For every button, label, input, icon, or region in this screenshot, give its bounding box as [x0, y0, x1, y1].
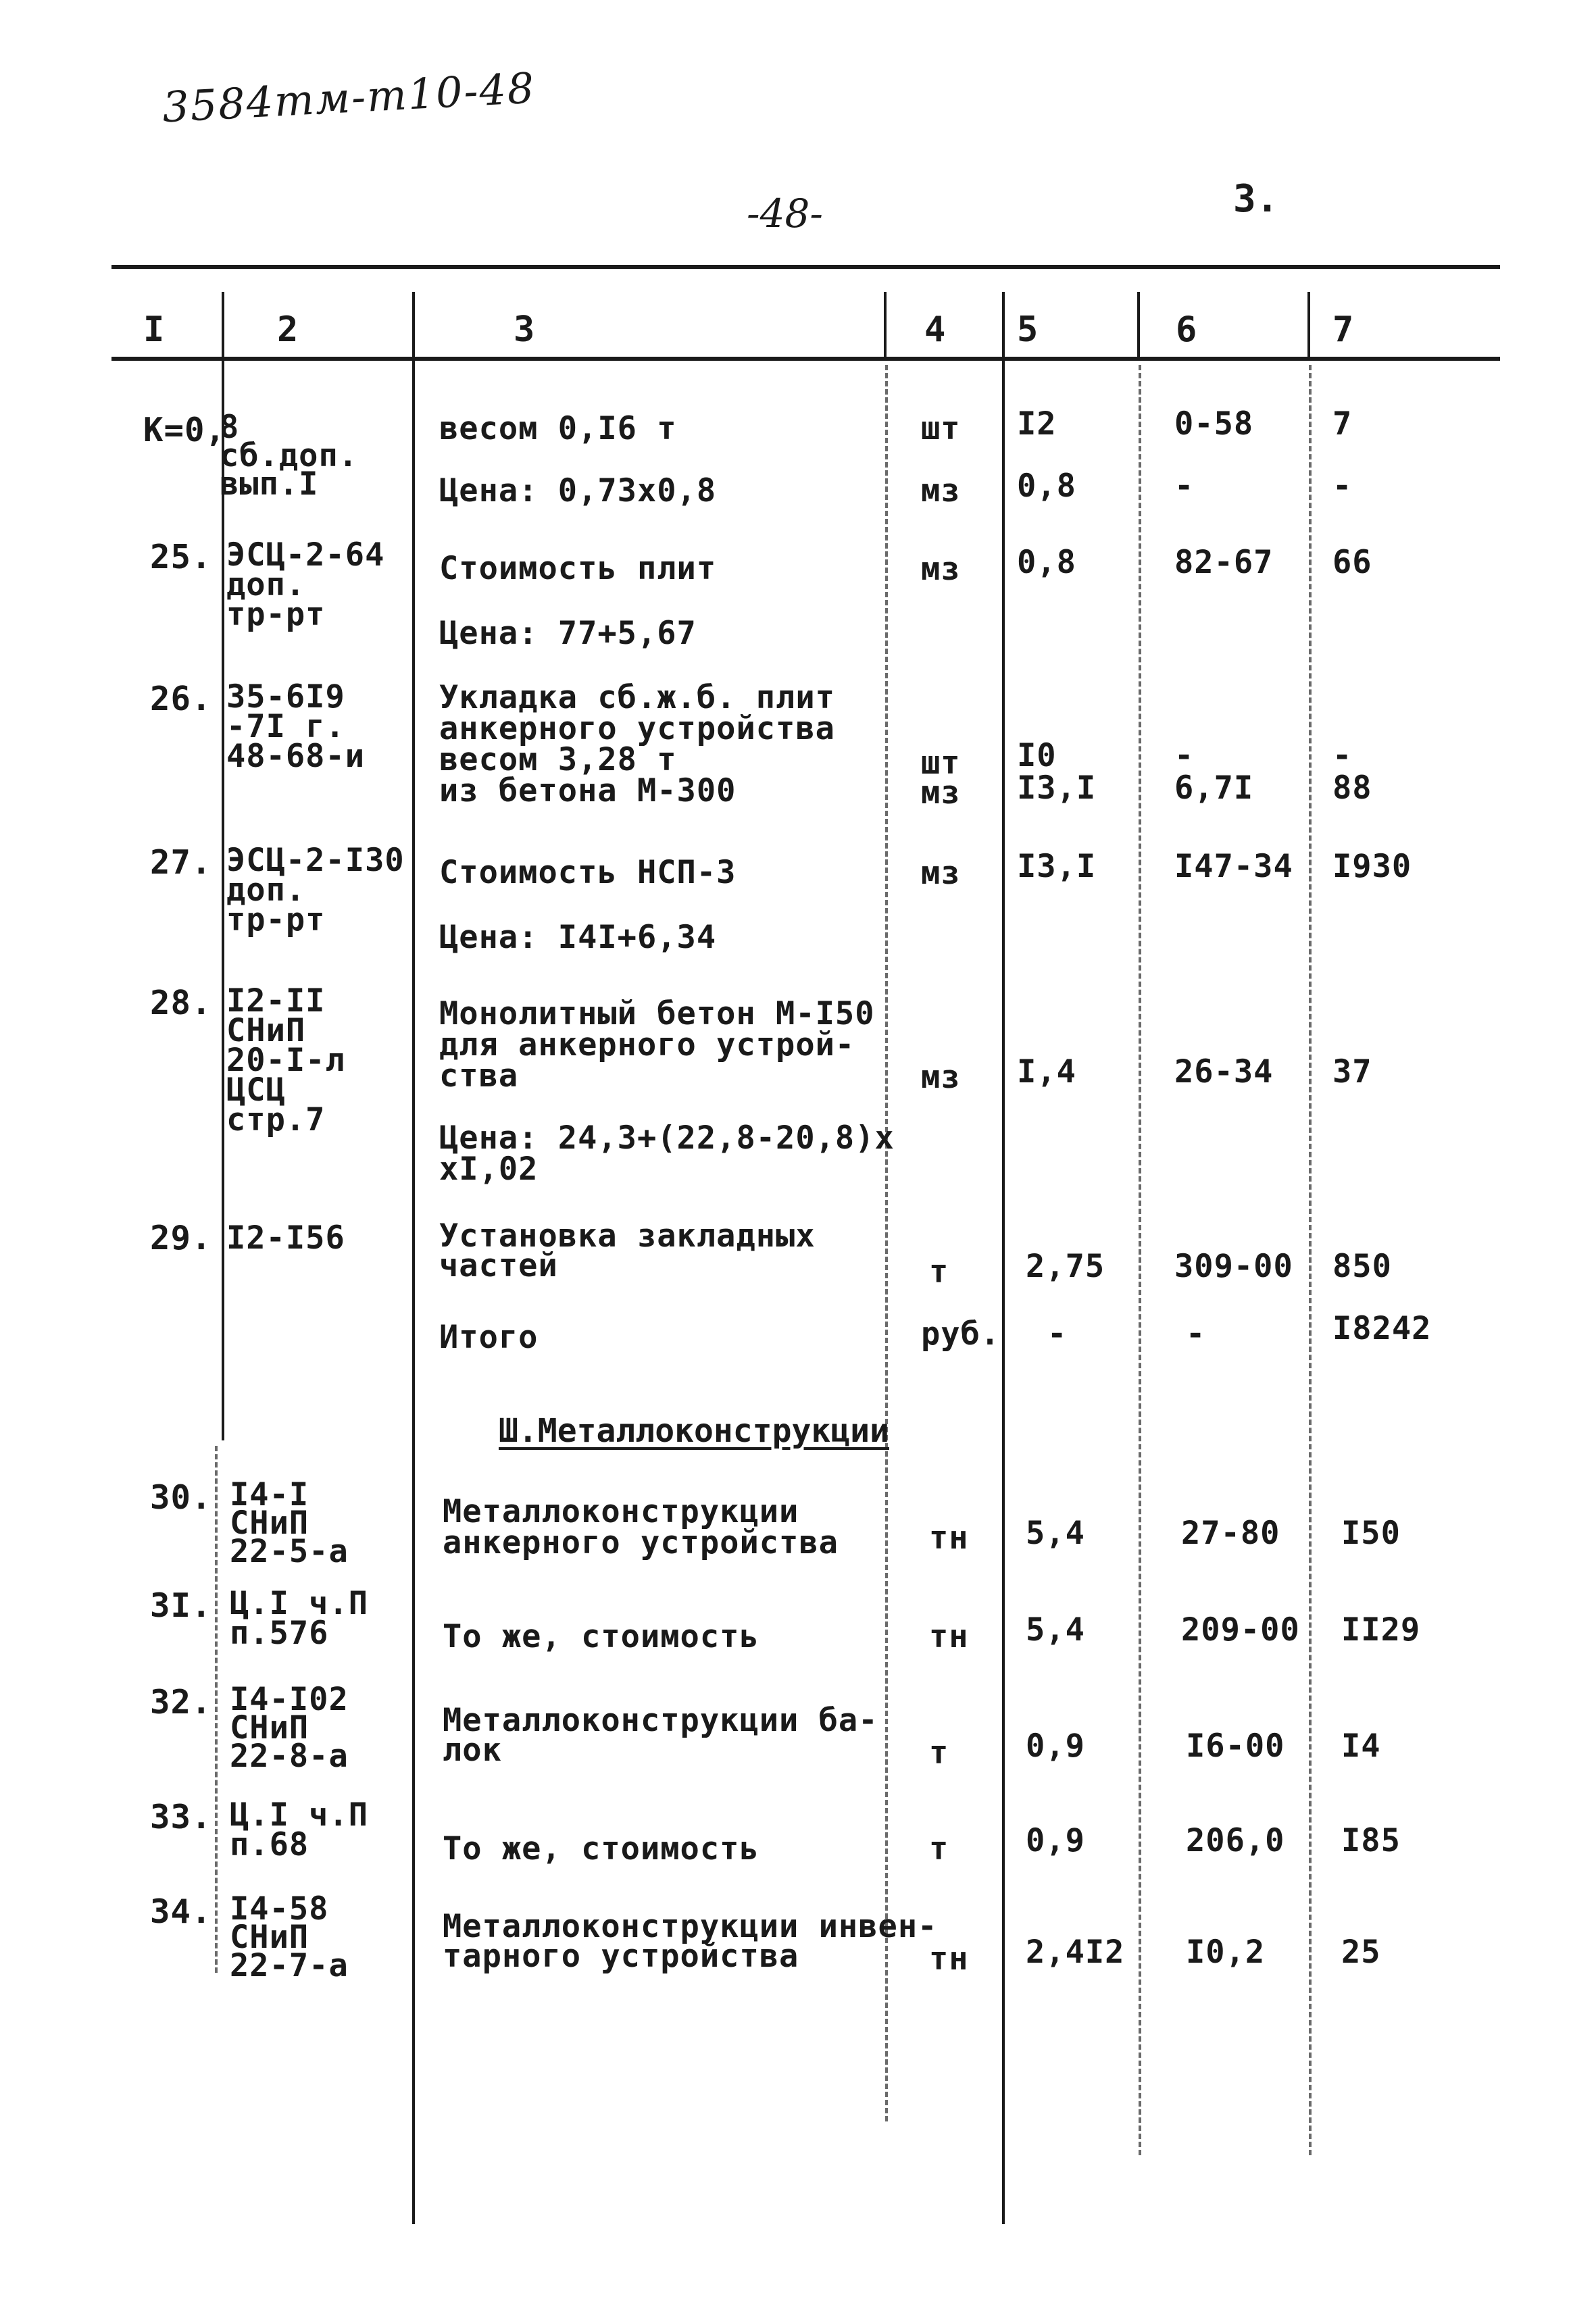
- header-col-5: 5: [1017, 309, 1039, 350]
- handwritten-reference: 3584тм-т10-48: [161, 63, 537, 132]
- total-col6: -: [1186, 1315, 1206, 1353]
- row-31-col6: 209-00: [1181, 1611, 1300, 1649]
- row-25-col6: 82-67: [1174, 544, 1274, 581]
- row-29-col7: 850: [1332, 1248, 1392, 1285]
- row-k-col1: К=0,: [143, 411, 226, 449]
- section-title: Ш.Металлоконструкции: [499, 1412, 889, 1450]
- row-34-col7: 25: [1341, 1934, 1381, 1971]
- row-25-col2: ЭСЦ-2-64 доп. тр-рт: [226, 536, 385, 633]
- row-30-col5: 5,4: [1026, 1515, 1085, 1552]
- row-31-col1: 3I.: [150, 1586, 212, 1625]
- header-col-1: I: [143, 309, 165, 350]
- header-col-3: 3: [514, 309, 535, 350]
- row-27-col2: ЭСЦ-2-I30 доп. тр-рт: [226, 842, 405, 938]
- row-32-col6: I6-00: [1186, 1728, 1285, 1765]
- row-33-col3: То же, стоимость: [443, 1830, 759, 1867]
- row-25-col4: мз: [921, 551, 961, 588]
- column-dash-5: [1139, 365, 1141, 2155]
- row-26-col2: 35-6I9 -7I г. 48-68-и: [226, 678, 366, 775]
- row-34-col3: Металлоконструкции инвен- тарного устройства: [443, 1908, 938, 1975]
- row-34-col1: 34.: [150, 1892, 212, 1931]
- row-k-col6: 0-58 -: [1174, 405, 1254, 505]
- column-divider-4: [1002, 292, 1005, 2224]
- row-32-col2: I4-I02 СНиП 22-8-а: [230, 1681, 349, 1775]
- row-32-col1: 32.: [150, 1683, 212, 1721]
- row-32-col7: I4: [1341, 1728, 1381, 1765]
- row-25-col5: 0,8: [1017, 544, 1076, 581]
- column-dash-1: [215, 1446, 218, 1973]
- row-33-col4: т: [929, 1830, 949, 1867]
- row-k-col3: весом 0,I6 т Цена: 0,73х0,8: [439, 410, 717, 509]
- header-col-7: 7: [1332, 309, 1354, 350]
- row-k-col5: I2 0,8: [1017, 405, 1076, 505]
- row-27-col6: I47-34: [1174, 848, 1293, 885]
- row-30-col6: 27-80: [1181, 1515, 1280, 1552]
- total-label: Итого: [439, 1319, 539, 1356]
- row-29-col5: 2,75: [1026, 1248, 1105, 1285]
- row-31-col7: II29: [1341, 1611, 1421, 1649]
- row-25-col1: 25.: [150, 538, 212, 576]
- row-28-col7: 37: [1332, 1053, 1372, 1090]
- row-k-col7: 7 -: [1332, 405, 1353, 505]
- row-28-col3: Монолитный бетон М-I50 для анкерного устрой- ства Цена: 24,3+(22,8-20,8)х хI,02: [439, 995, 895, 1188]
- row-30-col7: I50: [1341, 1515, 1401, 1552]
- row-29-col1: 29.: [150, 1219, 212, 1257]
- row-33-col7: I85: [1341, 1822, 1401, 1859]
- row-32-col4: т: [929, 1734, 949, 1771]
- total-unit: руб.: [921, 1315, 1001, 1353]
- row-33-col5: 0,9: [1026, 1822, 1085, 1859]
- row-32-col5: 0,9: [1026, 1728, 1085, 1765]
- row-28-col6: 26-34: [1174, 1053, 1274, 1090]
- row-29-col4: т: [929, 1253, 949, 1290]
- total-col5: -: [1047, 1315, 1068, 1353]
- row-26-col7: - 88: [1332, 737, 1372, 807]
- row-31-col3: То же, стоимость: [443, 1618, 759, 1655]
- row-27-col5: I3,I: [1017, 848, 1097, 885]
- row-30-col1: 30.: [150, 1478, 212, 1517]
- row-k-col4: шт мз: [921, 410, 961, 509]
- header-col-6: 6: [1176, 309, 1197, 350]
- row-25-col3: Стоимость плит Цена: 77+5,67: [439, 550, 717, 652]
- row-30-col3: Металлоконструкции анкерного устройства: [443, 1493, 839, 1561]
- row-27-col4: мз: [921, 855, 961, 892]
- row-28-col2: I2-II СНиП 20-I-л ЦСЦ стр.7: [226, 982, 345, 1138]
- row-k-col2: 8 сб.доп. вып.I: [220, 409, 359, 503]
- row-26-col4: шт мз: [921, 745, 961, 811]
- column-divider-2: [412, 292, 415, 2224]
- row-26-col3: Укладка сб.ж.б. плит анкерного устройства весом 3,28 т из бетона М-300: [439, 679, 835, 809]
- row-26-col6: - 6,7I: [1174, 737, 1254, 807]
- column-divider-6: [1307, 292, 1310, 359]
- row-26-col1: 26.: [150, 680, 212, 718]
- row-27-col7: I930: [1332, 848, 1412, 885]
- row-27-col1: 27.: [150, 843, 212, 882]
- total-amount: I8242: [1332, 1310, 1432, 1347]
- row-34-col2: I4-58 СНиП 22-7-а: [230, 1890, 349, 1984]
- column-dash-6: [1309, 365, 1312, 2155]
- row-27-col3: Стоимость НСП-3 Цена: I4I+6,34: [439, 854, 737, 956]
- row-25-col7: 66: [1332, 544, 1372, 581]
- row-26-col5: I0 I3,I: [1017, 737, 1097, 807]
- row-31-col5: 5,4: [1026, 1611, 1085, 1649]
- header-bottom-rule: [111, 357, 1500, 361]
- row-29-col3: Установка закладных частей: [439, 1217, 816, 1284]
- row-31-col4: тн: [929, 1618, 969, 1655]
- row-34-col4: тн: [929, 1940, 969, 1978]
- column-divider-5: [1137, 292, 1140, 359]
- sheet-number: 3.: [1233, 177, 1279, 221]
- row-28-col5: I,4: [1017, 1053, 1076, 1090]
- row-32-col3: Металлоконструкции ба- лок: [443, 1702, 878, 1769]
- row-33-col2: Ц.I ч.П п.68: [230, 1796, 369, 1863]
- row-33-col6: 206,0: [1186, 1822, 1285, 1859]
- row-31-col2: Ц.I ч.П п.576: [230, 1585, 369, 1652]
- row-28-col4: мз: [921, 1059, 961, 1096]
- column-dash-3: [885, 365, 888, 2121]
- header-col-2: 2: [277, 309, 299, 350]
- row-33-col1: 33.: [150, 1798, 212, 1836]
- table-top-rule: [111, 265, 1500, 269]
- row-29-col6: 309-00: [1174, 1248, 1293, 1285]
- page-number: -48-: [747, 191, 823, 236]
- row-30-col4: тн: [929, 1519, 969, 1557]
- row-34-col6: I0,2: [1186, 1934, 1266, 1971]
- row-29-col2: I2-I56: [226, 1219, 345, 1257]
- row-28-col1: 28.: [150, 984, 212, 1022]
- column-divider-3: [884, 292, 887, 359]
- row-30-col2: I4-I СНиП 22-5-а: [230, 1476, 349, 1570]
- row-34-col5: 2,4I2: [1026, 1934, 1125, 1971]
- header-col-4: 4: [924, 309, 946, 350]
